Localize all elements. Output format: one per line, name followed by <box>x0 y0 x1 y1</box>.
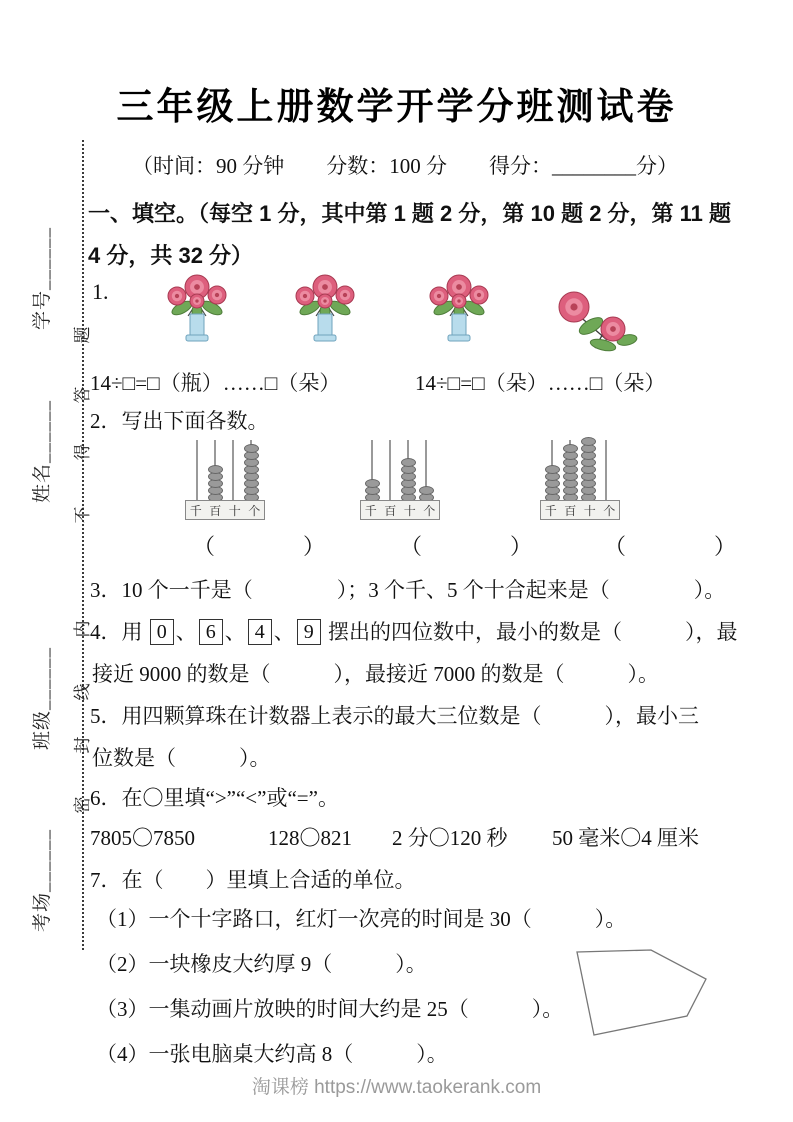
digit-card-9: 9 <box>297 619 321 645</box>
place-label: 百 <box>384 503 397 518</box>
digit-separator: 、 <box>273 620 295 644</box>
comparison-item: 7805〇7850 <box>90 826 195 850</box>
digit-card-0: 0 <box>150 619 174 645</box>
place-label: 百 <box>564 503 577 518</box>
q1-equation-left: 14÷□=□（瓶）……□（朵） <box>90 371 341 395</box>
digit-card-4: 4 <box>248 619 272 645</box>
question-6-label: 6．在〇里填“>”“<”或“=”。 <box>90 786 339 810</box>
margin-field-exam-room: 考场______ <box>32 828 53 932</box>
digit-separator: 、 <box>224 620 246 644</box>
place-label: 十 <box>403 503 416 518</box>
place-label: 十 <box>583 503 596 518</box>
page-title: 三年级上册数学开学分班测试卷 <box>116 86 677 127</box>
exam-info-line: （时间：90 分钟 分数：100 分 得分：________分） <box>132 154 678 178</box>
rose-vase-image <box>420 272 498 348</box>
place-label: 千 <box>544 503 557 518</box>
answer-blank: （ ） <box>604 534 737 559</box>
comparison-item: 2 分〇120 秒 <box>392 826 508 850</box>
question-7-item-4: （4）一张电脑桌大约高 8（ ）。 <box>96 1042 448 1066</box>
rose-vase-image <box>286 272 364 348</box>
question-2-label: 2．写出下面各数。 <box>90 409 269 433</box>
pentagon-shape <box>563 940 715 1042</box>
comparison-item: 50 毫米〇4 厘米 <box>552 826 699 850</box>
abacus-counter <box>540 438 620 520</box>
seal-text-char: 内 <box>73 620 92 638</box>
loose-roses <box>545 288 645 361</box>
digit-card-6: 6 <box>199 619 223 645</box>
seal-text-char: 得 <box>73 443 92 461</box>
digit-separator: 、 <box>175 620 197 644</box>
abacus-counter <box>185 438 265 520</box>
abacus-counter <box>360 438 440 520</box>
section-heading-line1: 一、填空。（每空 1 分，其中第 1 题 2 分，第 10 题 2 分，第 11 题 <box>88 201 732 226</box>
answer-blank: （ ） <box>193 534 326 559</box>
margin-field-student-name: 姓名______ <box>32 399 53 503</box>
question-7-item-2: （2）一块橡皮大约厚 9（ ）。 <box>96 952 427 976</box>
question-1-number: 1. <box>92 279 109 304</box>
place-label: 百 <box>209 503 222 518</box>
question-5-line1: 5．用四颗算珠在计数器上表示的最大三位数是（ ），最小三 <box>90 704 699 728</box>
vase-bouquet <box>158 272 236 353</box>
q1-equation-right: 14÷□=□（朵）……□（朵） <box>415 371 666 395</box>
seal-text-char: 题 <box>73 326 92 344</box>
answer-blank: （ ） <box>400 534 533 559</box>
question-7-label: 7．在（ ）里填上合适的单位。 <box>90 868 416 892</box>
question-4-line1 <box>90 616 738 646</box>
seal-text-char: 答 <box>73 386 92 404</box>
q4-line1-rest: 摆出的四位数中，最小的数是（ ），最 <box>328 620 738 644</box>
comparison-item: 128〇821 <box>268 826 352 850</box>
seal-text-char: 密 <box>73 796 92 814</box>
question-5-line2: 位数是（ ）。 <box>92 746 271 770</box>
footer-watermark: 淘课榜 https://www.taokerank.com <box>251 1077 542 1098</box>
q4-prefix: 4．用 <box>90 620 143 644</box>
rose-vase-image <box>158 272 236 348</box>
question-3: 3．10 个一千是（ ）；3 个千、5 个十合起来是（ ）。 <box>90 578 726 602</box>
place-label: 个 <box>248 503 261 518</box>
place-label: 个 <box>603 503 616 518</box>
question-7-item-3: （3）一集动画片放映的时间大约是 25（ ）。 <box>96 997 564 1021</box>
margin-field-class: 班级______ <box>32 646 53 750</box>
margin-field-student-id: 学号______ <box>32 226 53 330</box>
place-label: 千 <box>364 503 377 518</box>
vase-bouquet <box>420 272 498 353</box>
place-label: 个 <box>423 503 436 518</box>
section-heading-line2: 4 分，共 32 分） <box>88 243 254 268</box>
question-7-item-1: （1）一个十字路口，红灯一次亮的时间是 30（ ）。 <box>96 907 627 931</box>
question-6-comparisons <box>0 822 793 852</box>
vase-bouquet <box>286 272 364 353</box>
seal-text-char: 封 <box>73 736 92 754</box>
seal-text-char: 线 <box>73 683 92 701</box>
place-label: 千 <box>189 503 202 518</box>
question-4-line2: 接近 9000 的数是（ ），最接近 7000 的数是（ ）。 <box>92 662 659 686</box>
seal-text-char: 不 <box>73 506 92 524</box>
loose-roses-image <box>545 288 645 356</box>
place-label: 十 <box>228 503 241 518</box>
